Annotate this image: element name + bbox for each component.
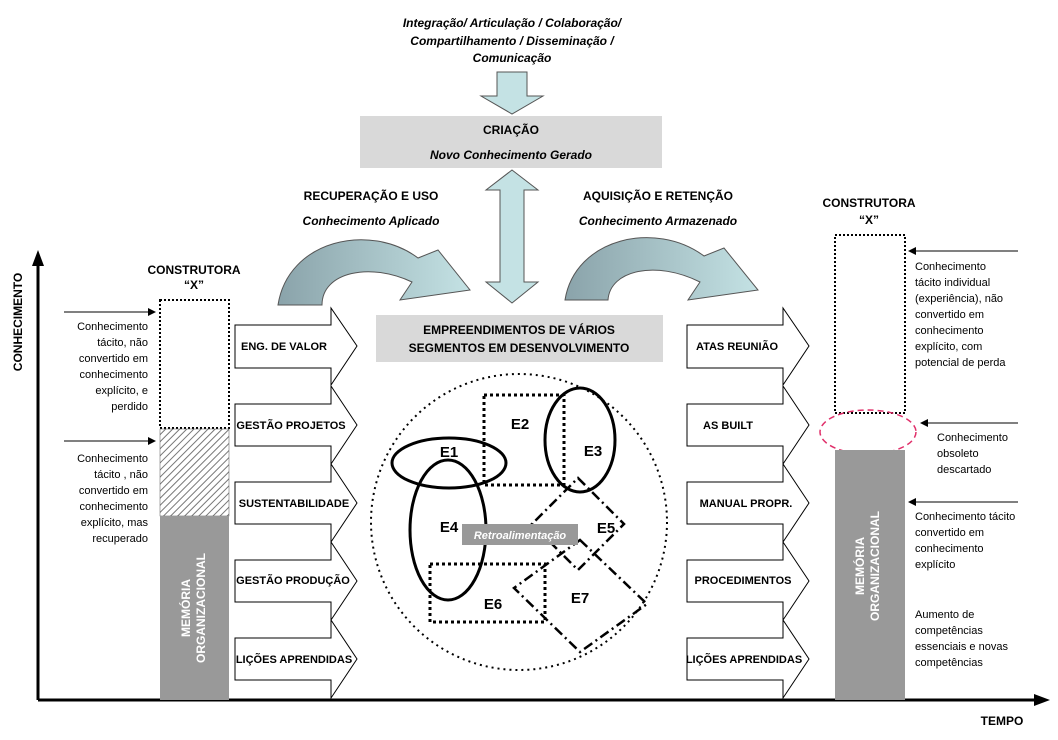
right-note-competencias-2: competências <box>915 625 983 637</box>
left-arrow-label-4: GESTÃO PRODUÇÃO <box>236 575 350 587</box>
right-note-converted-4: explícito <box>915 559 956 571</box>
project-label-e5: E5 <box>596 520 616 537</box>
right-memoria-line-1: MEMÓRIA <box>853 537 867 595</box>
empreendimentos-line-2: SEGMENTOS EM DESENVOLVIMENTO <box>408 341 630 355</box>
right-note-competencias-1: Aumento de <box>915 609 975 621</box>
right-note-obsolete-1: Conhecimento <box>937 432 1008 444</box>
right-construtora <box>820 196 916 700</box>
right-note-individual-6: explícito, com <box>915 341 983 353</box>
right-arrow-label-2: AS BUILT <box>703 420 753 432</box>
project-label-e6: E6 <box>483 596 503 613</box>
left-note-lost-3: convertido em <box>78 353 148 365</box>
left-note-lost-4: conhecimento <box>79 369 148 381</box>
left-arrow-sustentabilidade <box>235 464 357 542</box>
retroalimentacao-text: Retroalimentação <box>473 530 567 542</box>
right-arrow-licoes <box>686 620 809 698</box>
project-label-e4: E4 <box>439 519 459 536</box>
project-label-e3: E3 <box>583 443 603 460</box>
curved-arrow-left <box>278 240 470 305</box>
left-arrow-label-1: ENG. DE VALOR <box>241 341 327 353</box>
left-arrow-label-5: LIÇÕES APRENDIDAS <box>235 654 353 666</box>
right-arrows <box>686 308 809 698</box>
top-caption-line-3: Comunicação <box>472 51 552 65</box>
left-construtora <box>147 263 240 700</box>
right-note-individual <box>908 247 1018 369</box>
aquisicao-labels <box>579 188 737 228</box>
right-note-competencias <box>915 609 1008 669</box>
left-arrow-gestao-projetos <box>235 386 357 464</box>
right-construtora-tacit-box <box>835 235 905 413</box>
aquisicao-title: AQUISIÇÃO E RETENÇÃO <box>582 189 734 203</box>
right-note-individual-5: conhecimento <box>915 325 984 337</box>
project-label-e7: E7 <box>570 590 590 607</box>
right-arrow-manual <box>687 464 809 542</box>
left-note-lost-2: tácito, não <box>97 337 148 349</box>
down-arrow-to-criacao <box>481 72 543 114</box>
left-arrow-eng-valor <box>235 308 357 385</box>
left-construtora-title: CONSTRUTORA <box>147 263 241 277</box>
left-construtora-hatched <box>160 429 229 516</box>
right-note-converted <box>908 498 1018 571</box>
left-note-recovered-4: conhecimento <box>79 501 148 513</box>
left-arrow-label-2: GESTÃO PROJETOS <box>236 420 346 432</box>
right-arrow-procedimentos <box>687 542 809 620</box>
aquisicao-subtitle: Conhecimento Armazenado <box>578 214 738 228</box>
recuperacao-subtitle: Conhecimento Aplicado <box>302 214 440 228</box>
right-note-converted-3: conhecimento <box>915 543 984 555</box>
left-construtora-x: “X” <box>183 278 205 292</box>
empreendimentos-line-1: EMPREENDIMENTOS DE VÁRIOS <box>423 323 615 337</box>
top-caption-line-2: Compartilhamento / Disseminação / <box>410 34 614 48</box>
left-arrow-label-3: SUSTENTABILIDADE <box>238 498 350 510</box>
left-note-lost-6: perdido <box>111 401 148 413</box>
left-note-lost-5: explícito, e <box>95 385 148 397</box>
right-note-individual-4: convertido em <box>915 309 985 321</box>
right-memoria-line-2: ORGANIZACIONAL <box>868 511 882 621</box>
x-axis-arrowhead <box>1034 694 1050 706</box>
top-caption <box>403 16 623 65</box>
right-construtora-title: CONSTRUTORA <box>822 196 916 210</box>
project-label-e2: E2 <box>510 416 530 433</box>
right-note-converted-2: convertido em <box>915 527 985 539</box>
recuperacao-title: RECUPERAÇÃO E USO <box>303 189 439 203</box>
right-arrow-as-built <box>687 386 809 464</box>
left-note-recovered-5: explícito, mas <box>80 517 148 529</box>
left-construtora-tacit-box <box>160 300 229 428</box>
left-note-recovered <box>64 437 156 545</box>
obsolete-knowledge-ellipse <box>820 410 916 454</box>
right-arrow-label-3: MANUAL PROPR. <box>699 498 793 510</box>
y-axis-label: CONHECIMENTO <box>11 272 25 372</box>
left-memoria-line-2: ORGANIZACIONAL <box>194 553 208 663</box>
left-arrow-gestao-producao <box>235 542 357 620</box>
right-note-obsolete <box>920 419 1018 476</box>
empreendimentos-box <box>376 315 663 362</box>
project-e3-shape <box>545 388 615 492</box>
double-arrow-vertical <box>486 170 538 303</box>
y-axis-arrowhead <box>32 250 44 266</box>
left-arrows <box>235 308 357 698</box>
left-arrow-licoes <box>235 620 357 698</box>
right-note-converted-1: Conhecimento tácito <box>915 511 1016 523</box>
left-note-lost-1: Conhecimento <box>77 321 148 333</box>
right-note-obsolete-3: descartado <box>937 464 992 476</box>
right-arrow-label-4: PROCEDIMENTOS <box>694 575 792 587</box>
project-e6-shape <box>430 564 545 622</box>
right-construtora-x: “X” <box>858 213 880 227</box>
left-note-recovered-1: Conhecimento <box>77 453 148 465</box>
left-note-recovered-3: convertido em <box>78 485 148 497</box>
curved-arrow-right <box>565 238 758 300</box>
left-memoria-line-1: MEMÓRIA <box>179 579 193 637</box>
top-caption-line-1: Integração/ Articulação / Colaboração/ <box>402 16 622 30</box>
right-note-competencias-4: competências <box>915 657 983 669</box>
criacao-title: CRIAÇÃO <box>483 123 539 137</box>
left-note-recovered-6: recuperado <box>92 533 148 545</box>
right-note-individual-7: potencial de perda <box>915 357 1006 369</box>
criacao-box <box>360 116 662 168</box>
right-note-individual-2: tácito individual <box>915 277 991 289</box>
right-note-obsolete-2: obsoleto <box>937 448 979 460</box>
criacao-subtitle: Novo Conhecimento Gerado <box>429 148 593 162</box>
project-labels <box>440 416 615 613</box>
recuperacao-labels <box>303 188 440 228</box>
right-note-competencias-3: essenciais e novas <box>915 641 1008 653</box>
right-arrow-label-5: LIÇÕES APRENDIDAS <box>685 654 803 666</box>
left-note-recovered-2: tácito , não <box>94 469 148 481</box>
right-note-individual-3: (experiência), não <box>915 293 1004 305</box>
x-axis-label: TEMPO <box>980 714 1024 728</box>
right-arrow-atas <box>687 308 809 385</box>
retroalimentacao-label <box>462 524 578 545</box>
left-note-lost <box>64 308 156 413</box>
right-arrow-label-1: ATAS REUNIÃO <box>695 341 779 353</box>
right-note-individual-1: Conhecimento <box>915 261 986 273</box>
project-label-e1: E1 <box>439 444 459 461</box>
